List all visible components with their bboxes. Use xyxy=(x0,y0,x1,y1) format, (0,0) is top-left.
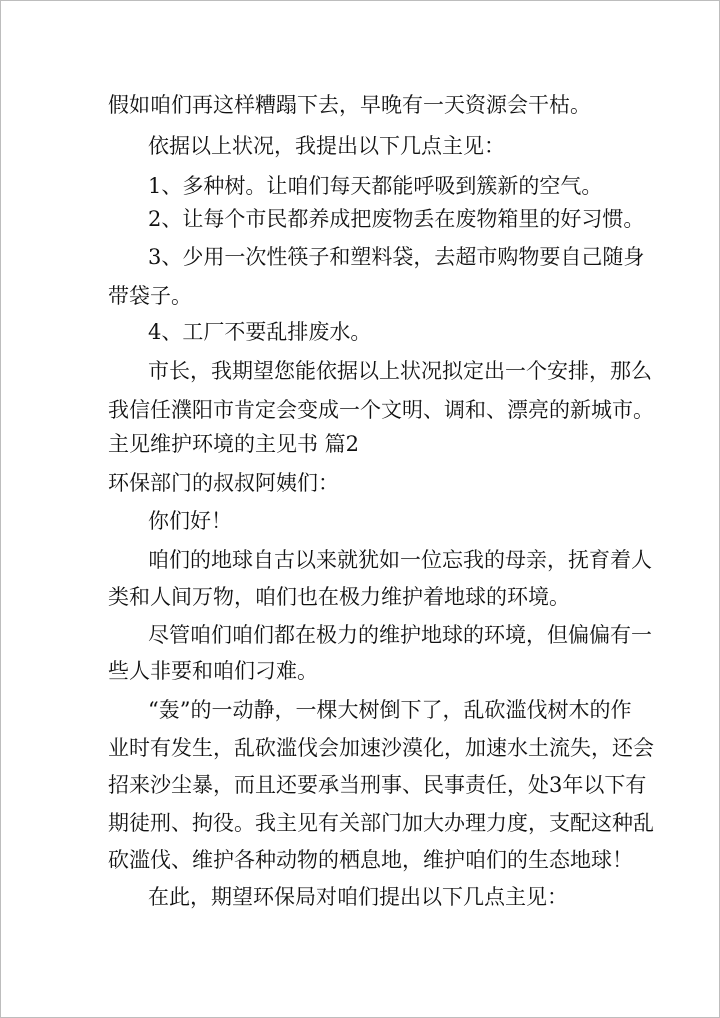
paragraph-line: 类和人间万物，咱们也在极力维护着地球的环境。 xyxy=(108,585,570,609)
list-item-2: 2、让每个市民都养成把废物丢在废物箱里的好习惯。 xyxy=(148,207,645,231)
section-heading: 主见维护环境的主见书 篇2 xyxy=(108,432,360,456)
paragraph-line: 招来沙尘暴，而且还要承当刑事、民事责任，处3年以下有 xyxy=(108,773,647,797)
paragraph-line: 依据以上状况，我提出以下几点主见： xyxy=(148,134,505,158)
salutation: 环保部门的叔叔阿姨们： xyxy=(108,471,339,495)
paragraph-line: 业时有发生，乱砍滥伐会加速沙漠化，加速水土流失，还会 xyxy=(108,736,654,760)
paragraph-line: 我信任濮阳市肯定会变成一个文明、调和、漂亮的新城市。 xyxy=(108,398,654,422)
list-item-4: 4、工厂不要乱排废水。 xyxy=(148,320,372,344)
paragraph-line: 砍滥伐、维护各种动物的栖息地，维护咱们的生态地球！ xyxy=(108,848,633,872)
list-item-3-continued: 带袋子。 xyxy=(108,284,192,308)
paragraph-line: “轰”的一动静，一棵大树倒下了，乱砍滥伐树木的作 xyxy=(148,698,632,722)
list-item-1: 1、多种树。让咱们每天都能呼吸到簇新的空气。 xyxy=(148,174,603,198)
paragraph-line: 咱们的地球自古以来就犹如一位忘我的母亲，抚育着人 xyxy=(148,548,652,572)
paragraph-line: 假如咱们再这样糟蹋下去，早晚有一天资源会干枯。 xyxy=(108,93,591,117)
paragraph-line: 市长，我期望您能依据以上状况拟定出一个安排，那么 xyxy=(148,359,652,383)
greeting: 你们好！ xyxy=(148,509,232,533)
paragraph-line: 些人非要和咱们刁难。 xyxy=(108,659,318,683)
paragraph-line: 在此，期望环保局对咱们提出以下几点主见： xyxy=(148,885,568,909)
paragraph-line: 尽管咱们咱们都在极力的维护地球的环境，但偏偏有一 xyxy=(148,623,652,647)
paragraph-line: 期徒刑、拘役。我主见有关部门加大办理力度，支配这种乱 xyxy=(108,811,654,835)
list-item-3: 3、少用一次性筷子和塑料袋，去超市购物要自己随身 xyxy=(148,245,645,269)
